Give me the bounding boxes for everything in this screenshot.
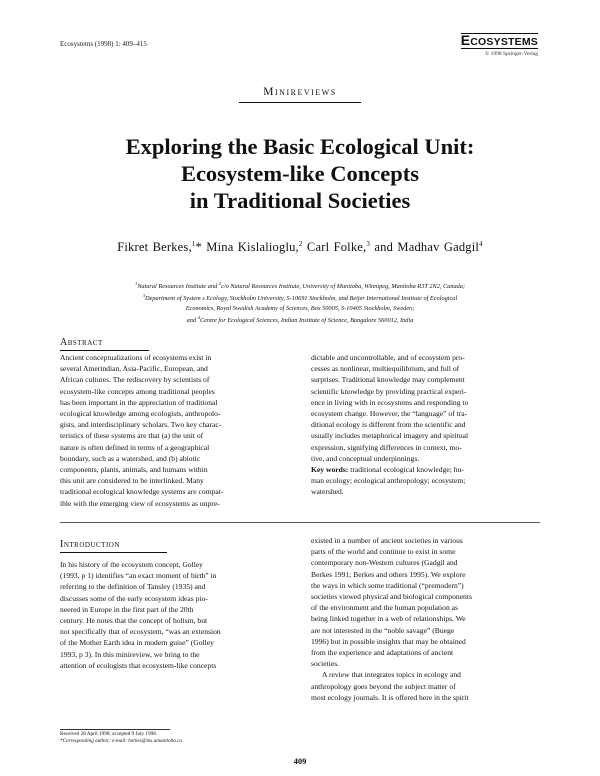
text-line: Ancient conceptualizations of ecosystems exist in bbox=[60, 353, 212, 362]
text-line: 1996) but in possible insights that may be obtained bbox=[311, 636, 466, 646]
text-line: parts of the world and continue to exist in some bbox=[311, 547, 456, 557]
abstract-rule bbox=[60, 350, 149, 351]
affiliation-line: $^1$Natural Resources Institute and $^2$c/o Natural Resources Institute, University of Manitoba, Winnipeg, Manitoba R3T 2N2, Canada; bbox=[134, 281, 466, 291]
author-name: Fikret Berkes, bbox=[117, 240, 192, 255]
text-line: components, plants, animals, and humans within bbox=[60, 465, 208, 475]
text-line: from the experience and adaptations of ancient bbox=[311, 648, 454, 658]
text-line: contemporary non-Western cultures (Gadgil and bbox=[311, 558, 458, 568]
corresponding-author-note: *Corresponding author; e-mail: berkes@ms.umanitoba.ca bbox=[60, 738, 183, 745]
author-name: Mina Kislalioglu, bbox=[206, 240, 299, 255]
affiliations bbox=[70, 279, 530, 325]
text-line: several Amerindian, Asia-Pacific, European, and bbox=[60, 364, 208, 374]
author-name: and Madhav Gadgil bbox=[374, 240, 480, 255]
text-line: ecosystem-like concepts among traditional peoples bbox=[60, 386, 215, 396]
text-line: expression, signifying differences in context, mo- bbox=[311, 442, 462, 452]
text-line: most ecology journals. It is offered here in the spirit bbox=[311, 692, 469, 702]
keywords-line: man ecology; ecological anthropology; ecosystem; bbox=[311, 476, 466, 486]
text-line: A review that integrates topics in ecology and bbox=[322, 670, 461, 680]
affiliation-line: and $^4$Centre for Ecological Sciences, Indian Institute of Science, Bangalore 560012, India bbox=[186, 314, 414, 324]
section-divider bbox=[60, 522, 540, 523]
author-affiliation-mark: 2 bbox=[298, 240, 303, 248]
text-line: neered in Europe in the first part of the 20th bbox=[60, 604, 194, 614]
affiliation-line: Economics, Royal Swedish Academy of Sciences, Box 50005, S-10405 Stockholm, Sweden; bbox=[185, 304, 415, 312]
journal-logo bbox=[461, 33, 538, 57]
page-number: 409 bbox=[293, 756, 307, 766]
text-line: this unit are considered to be interlinked. Many bbox=[60, 476, 204, 486]
text-line: referring to the definition of Tansley (1935) and bbox=[60, 582, 206, 592]
author-affiliation-mark: 4 bbox=[479, 240, 483, 248]
text-line: are not interested in the “noble savage” (Buege bbox=[311, 625, 455, 635]
text-line: being linked together in a web of relationships. We bbox=[311, 614, 466, 624]
abstract-heading: Abstract bbox=[60, 337, 103, 348]
text-line: nature is often defined in terms of a geographical bbox=[60, 442, 210, 452]
text-line: discusses some of the early ecosystem ideas pio- bbox=[60, 593, 208, 603]
text-line: 1993, p 3). In this minireview, we bring to the bbox=[60, 649, 200, 659]
text-line: of the environment and the human population as bbox=[311, 603, 458, 613]
text-line: ditional ecology is different from the scientific and bbox=[311, 420, 466, 430]
text-line: ence in living with in ecosystems and responding to bbox=[311, 397, 469, 407]
text-line: not specifically that of ecosystem, “was an extension bbox=[60, 627, 221, 637]
text-line: boundary, such as a watershed, and (b) abiotic bbox=[60, 453, 201, 463]
text-line: Berkes 1991; Berkes and others 1995). We explore bbox=[311, 569, 466, 579]
footnotes bbox=[60, 731, 182, 746]
footnote-rule bbox=[60, 729, 170, 730]
text-line: usually includes metaphorical imagery and spiritual bbox=[311, 431, 469, 441]
text-line: gists, and interdisciplinary scholars. Two key charac- bbox=[60, 420, 222, 430]
title-line: Exploring the Basic Ecological Unit: bbox=[125, 134, 475, 159]
text-line: (1993, p 1) identifies “an exact moment of birth” in bbox=[60, 571, 217, 581]
affiliation-line: $^3$Department of System s Ecology, Stockholm University, S-10691 Stockholm, and Beijer International Institute of Ecological bbox=[142, 293, 458, 303]
text-line: ecosystem change. However, the “language” of tra- bbox=[311, 409, 468, 419]
author-affiliation-mark: 1 bbox=[191, 240, 196, 248]
text-line: attention of ecologists that ecosystem-like concepts bbox=[60, 660, 217, 670]
text-line: the ways in which some traditional (“premodern”) bbox=[311, 580, 464, 590]
text-line: dictable and uncontrollable, and of ecosystem pro- bbox=[311, 353, 465, 362]
text-line: teristics of these systems are that (a) the unit of bbox=[60, 431, 204, 441]
keywords-line: Key words: traditional ecological knowledge; hu- bbox=[311, 465, 464, 475]
text-line: In his history of the ecosystem concept, Golley bbox=[60, 560, 203, 569]
introduction-heading: Introduction bbox=[60, 539, 120, 550]
text-line: societies. bbox=[311, 659, 340, 669]
abstract-right-column bbox=[311, 352, 540, 498]
text-line: societies viewed physical and biological components bbox=[311, 592, 472, 602]
section-label: Minireviews bbox=[263, 86, 337, 98]
text-line: ible with the emerging view of ecosystems as unpre- bbox=[60, 498, 220, 508]
keywords-line: watershed. bbox=[311, 487, 344, 497]
text-line: scientific knowledge by providing practical experi- bbox=[311, 386, 467, 396]
text-line: tive, and conceptual underpinnings. bbox=[311, 453, 420, 463]
introduction-rule bbox=[60, 552, 167, 553]
introduction-right-column bbox=[311, 535, 540, 703]
title-line: in Traditional Societies bbox=[189, 188, 411, 213]
introduction-left-column bbox=[60, 559, 290, 671]
keywords-label: Key words: bbox=[311, 465, 349, 475]
title-line: Ecosystem-like Concepts bbox=[180, 161, 420, 186]
copyright-notice: © 1998 Springer-Verlag bbox=[485, 51, 538, 57]
author-name: Carl Folke, bbox=[306, 240, 367, 255]
article-title bbox=[0, 133, 600, 214]
text-line: surprises. Traditional knowledge may complement bbox=[311, 375, 465, 385]
author-affiliation-mark: 3 bbox=[366, 240, 371, 248]
text-line: African cultures. The rediscovery by scientists of bbox=[60, 375, 210, 385]
received-date: Received 28 April 1998; accepted 9 July 1998. bbox=[60, 731, 158, 737]
text-line: century. He notes that the concept of holism, but bbox=[60, 616, 208, 626]
text-line: has been important in the appreciation of traditional bbox=[60, 397, 218, 407]
section-rule bbox=[239, 102, 361, 103]
running-head: Ecosystems (1998) 1: 409–415 bbox=[60, 40, 147, 48]
text-line: traditional ecological knowledge systems are compat- bbox=[60, 487, 224, 497]
abstract-left-column bbox=[60, 352, 290, 509]
text-line: ecological knowledge among ecologists, anthropolo- bbox=[60, 409, 221, 419]
text-line: of the Mother Earth idea in modern guise” (Golley bbox=[60, 638, 214, 648]
text-line: existed in a number of ancient societies in various bbox=[311, 536, 463, 545]
text-line: cesses as nonlinear, multiequilibrium, and full of bbox=[311, 364, 460, 374]
logo-wordmark: ECOSYSTEMS bbox=[460, 32, 538, 48]
text-line: anthropology goes beyond the subject matter of bbox=[311, 681, 456, 691]
author-list: Fikret Berkes,$^1$* Mina Kislalioglu,$^2$ Carl Folke,$^3$ and Madhav Gadgil$^4$ bbox=[117, 240, 483, 255]
